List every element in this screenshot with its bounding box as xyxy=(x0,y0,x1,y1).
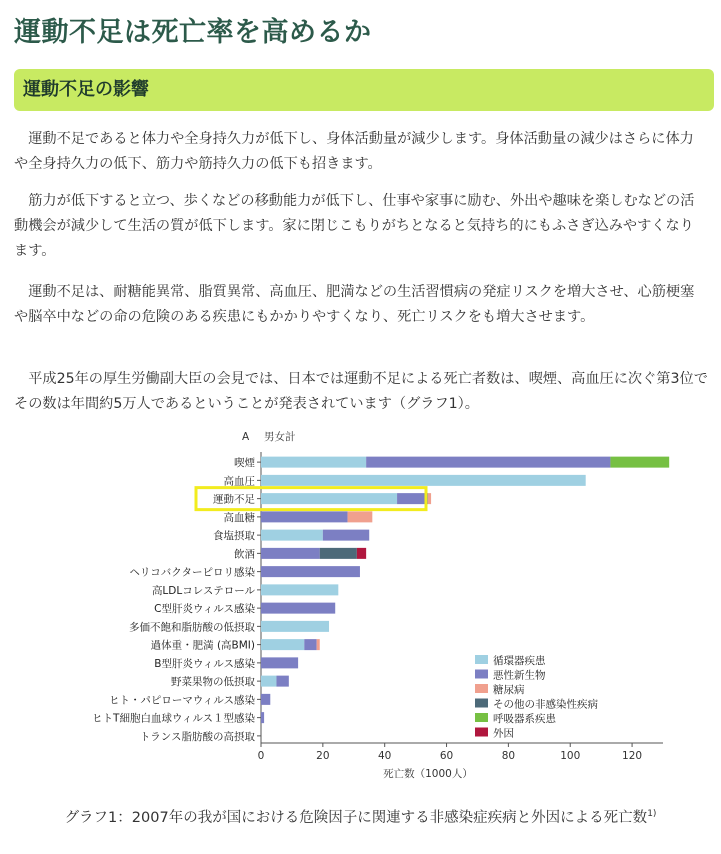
chart-legend-swatch xyxy=(475,684,488,693)
chart-x-tick-label: 120 xyxy=(622,750,643,762)
chart-bar-segment xyxy=(610,457,669,468)
body-paragraph: 運動不足であると体力や全身持久力が低下し、身体活動量が減少します。身体活動量の減少はさらに体力や全身持久力の低下、筋力や筋持久力の低下も招きます。 xyxy=(14,131,694,172)
chart-bar-segment xyxy=(366,457,610,468)
chart-bar-segment xyxy=(317,639,320,650)
risk-factor-chart xyxy=(92,424,680,784)
chart-x-tick-label: 100 xyxy=(560,750,581,762)
chart-bar-segment xyxy=(261,676,276,687)
chart-panel-title: 男女計 xyxy=(264,431,296,443)
chart-bar-segment xyxy=(320,548,357,559)
chart-category-label: 運動不足 xyxy=(213,493,255,506)
body-paragraph: 平成25年の厚生労働副大臣の会見では、日本では運動不足による死亡者数は、喫煙、高血圧に次ぐ第3位でその数は年間約5万人であるということが発表されています（グラフ1）。 xyxy=(14,371,708,412)
chart-bar-segment xyxy=(261,584,338,595)
chart-category-label: 飲酒 xyxy=(234,548,255,561)
body-paragraph: 運動不足は、耐糖能異常、脂質異常、高血圧、肥満などの生活習慣病の発症リスクを増大させ、心筋梗塞や脳卒中などの命の危険のある疾患にもかかりやすくなり、死亡リスクをも増大させます。 xyxy=(14,284,695,325)
chart-bar-segment xyxy=(261,548,320,559)
chart-caption-text: グラフ1：2007年の我が国における危険因子に関連する非感染症疾病と外因による死亡数 xyxy=(64,809,648,826)
chart-category-label: 高血圧 xyxy=(223,475,255,488)
chart-bar-segment xyxy=(261,694,270,705)
chart-category-label: 多価不飽和脂肪酸の低摂取 xyxy=(129,621,255,634)
chart-legend-swatch xyxy=(475,728,488,737)
chart-x-tick-label: 60 xyxy=(439,750,454,762)
chart-bar-segment xyxy=(357,548,366,559)
chart-bar-segment xyxy=(323,530,369,541)
chart-bar-segment xyxy=(261,475,586,486)
chart-bar-segment xyxy=(261,621,329,632)
chart-category-label: ヒトT細胞白血球ウィルス１型感染 xyxy=(92,712,255,725)
chart-bar-segment xyxy=(397,493,428,504)
chart-bar-segment xyxy=(261,603,335,614)
chart-legend-swatch xyxy=(475,670,488,679)
chart-bar-segment xyxy=(261,657,298,668)
chart-caption xyxy=(40,804,681,828)
chart-category-label: 高LDLコレステロール xyxy=(151,584,255,597)
chart-bar-segment xyxy=(261,639,304,650)
chart-legend-swatch xyxy=(475,699,488,708)
chart-legend-swatch xyxy=(475,655,488,664)
chart-legend-label: その他の非感染性疾病 xyxy=(493,698,598,711)
chart-caption-footnote: 1) xyxy=(647,809,657,819)
chart-x-axis-title: 死亡数（1000人） xyxy=(383,768,473,780)
chart-category-label: ヒト・パピローマウィルス感染 xyxy=(108,694,255,707)
chart-x-tick-label: 0 xyxy=(257,750,265,762)
chart-bar-segment xyxy=(276,676,288,687)
chart-bar-segment xyxy=(261,511,348,522)
chart-category-label: 過体重・肥満 (高BMI) xyxy=(150,639,255,652)
chart-bar-segment xyxy=(261,493,397,504)
chart-category-label: 食塩摂取 xyxy=(213,530,255,543)
chart-bar-segment xyxy=(261,712,264,723)
chart-category-label: 野菜果物の低摂取 xyxy=(171,676,255,689)
chart-bar-segment xyxy=(304,639,316,650)
chart-svg xyxy=(92,424,680,784)
chart-panel-label: A xyxy=(242,431,250,443)
chart-category-label: 高血糖 xyxy=(223,511,255,524)
chart-category-label: ヘリコバクターピロリ感染 xyxy=(129,566,255,579)
chart-legend-label: 呼吸器系疾患 xyxy=(493,713,556,725)
body-paragraph: 筋力が低下すると立つ、歩くなどの移動能力が低下し、仕事や家事に励む、外出や趣味を楽しむなどの活動機会が減少して生活の質が低下します。家に閉じこもりがちとなると気持ち的にもふさぎ込みやすくなります。 xyxy=(14,193,695,259)
chart-category-label: 喫煙 xyxy=(234,457,255,470)
chart-legend-swatch xyxy=(475,713,488,722)
chart-bar-segment xyxy=(428,493,431,504)
chart-bar-segment xyxy=(348,511,373,522)
chart-bar-segment xyxy=(261,457,366,468)
section-heading: 運動不足の影響 xyxy=(14,69,714,111)
chart-bar-segment xyxy=(261,566,360,577)
chart-category-label: トランス脂肪酸の高摂取 xyxy=(139,730,255,743)
chart-x-tick-label: 80 xyxy=(501,750,516,762)
chart-category-label: B型肝炎ウィルス感染 xyxy=(154,657,255,670)
chart-x-tick-label: 20 xyxy=(316,750,330,762)
chart-bar-segment xyxy=(261,530,323,541)
chart-x-tick-label: 40 xyxy=(378,750,392,762)
chart-legend-label: 循環器疾患 xyxy=(493,655,546,667)
page-title: 運動不足は死亡率を高めるか xyxy=(14,17,372,48)
chart-category-label: C型肝炎ウィルス感染 xyxy=(154,603,255,616)
chart-legend-label: 悪性新生物 xyxy=(493,669,546,682)
chart-legend-label: 糖尿病 xyxy=(493,684,525,696)
chart-legend-label: 外因 xyxy=(493,727,514,740)
